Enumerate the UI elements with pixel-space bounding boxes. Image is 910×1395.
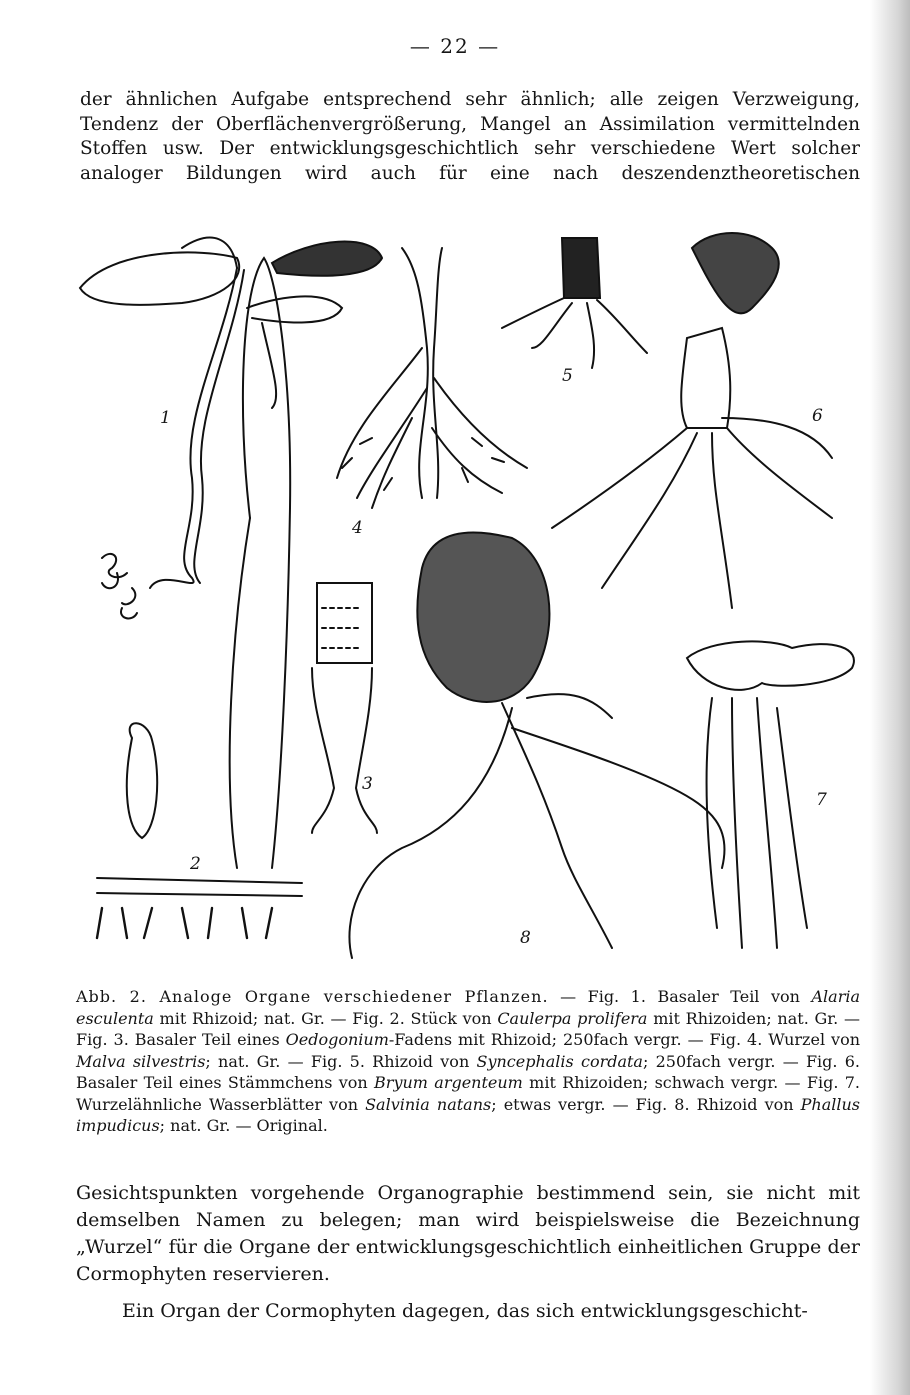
figure-label-2: 2 — [190, 854, 201, 874]
caption-text: ; nat. Gr. — Fig. 5. Rhizoid von — [205, 1051, 477, 1071]
body-paragraph: Ein Organ der Cormophyten dagegen, das sich entwicklungsgeschicht- — [122, 1300, 808, 1322]
caption-text: ; nat. Gr. — Original. — [159, 1116, 328, 1135]
caption-text: mit Rhizoiden; schwach vergr. — Fig. 7. Wurzelähnliche Wasserblätter von — [76, 1073, 860, 1114]
bottom-text — [76, 1180, 860, 1325]
figure-label-1: 1 — [160, 408, 171, 428]
fig8-phallus-drawing — [349, 532, 724, 958]
figure-label-4: 4 — [352, 518, 363, 538]
caption-text: -Fadens mit Rhizoid; 250fach vergr. — Fig. 4. Wurzel von — [388, 1030, 861, 1049]
fig5-syncephalis-drawing — [502, 238, 647, 368]
body-paragraph: Gesichtspunkten vorgehende Organographie bestimmend sein, sie nicht mit demselben Namen zu belegen; man wird beispielsweise die Bezeichnung „Wurzel“ für die Organe der entwicklungsgeschichtlich einheitlichen Gruppe der Cormophyten reservieren. — [76, 1182, 860, 1285]
figure-label-5: 5 — [562, 366, 573, 386]
caption-text: mit Rhizoiden; nat. Gr. — Fig. 3. Basaler Teil eines — [76, 1008, 860, 1049]
species-name: Caulerpa prolifera — [497, 1008, 648, 1028]
text-line: der ähnlichen Aufgabe entsprechend sehr ähnlich; alle zeigen Verzweigung, — [80, 89, 860, 110]
species-name: Phallus impudicus — [76, 1094, 860, 1135]
species-name: Oedogonium — [285, 1030, 389, 1049]
text-line: Stoffen usw. Der entwicklungsgeschichtlich sehr verschiedene Wert solcher — [80, 138, 860, 159]
caption-text: — Fig. 1. Basaler Teil von — [548, 987, 812, 1006]
figure-label-7: 7 — [816, 790, 827, 810]
figure-label-8: 8 — [520, 928, 531, 948]
fig1-alaria-drawing — [80, 238, 382, 619]
fig3-oedogonium-drawing — [312, 583, 377, 833]
species-name: Salvinia natans — [365, 1094, 492, 1114]
botanical-illustration — [72, 228, 872, 978]
page-edge-shadow — [870, 0, 910, 1395]
fig4-malva-drawing — [337, 248, 527, 508]
fig7-salvinia-drawing — [687, 641, 854, 948]
top-paragraph — [80, 88, 860, 186]
figure-label-6: 6 — [812, 406, 823, 426]
caption-text: ; 250fach vergr. — Fig. 6. Basaler Teil eines Stämmchens von — [76, 1051, 860, 1092]
caption-lead: Abb. 2. Analoge Organe verschiedener Pflanzen. — [76, 987, 549, 1006]
caption-text: ; etwas vergr. — Fig. 8. Rhizoid von — [491, 1094, 801, 1114]
figure-caption — [76, 986, 860, 1137]
species-name: Syncephalis cordata — [476, 1051, 643, 1071]
figure-label-3: 3 — [362, 774, 373, 794]
species-name: Malva silvestris — [76, 1051, 206, 1071]
species-name: Alaria esculenta — [76, 987, 860, 1028]
page-number: — 22 — — [409, 34, 501, 58]
caption-text: mit Rhizoid; nat. Gr. — Fig. 2. Stück von — [153, 1008, 498, 1028]
text-line: Tendenz der Oberflächenvergrößerung, Mangel an Assimilation vermittelnden — [80, 113, 860, 135]
text-line: analoger Bildungen wird auch für eine nach deszendenztheoretischen — [80, 162, 860, 184]
species-name: Bryum argenteum — [374, 1073, 523, 1092]
